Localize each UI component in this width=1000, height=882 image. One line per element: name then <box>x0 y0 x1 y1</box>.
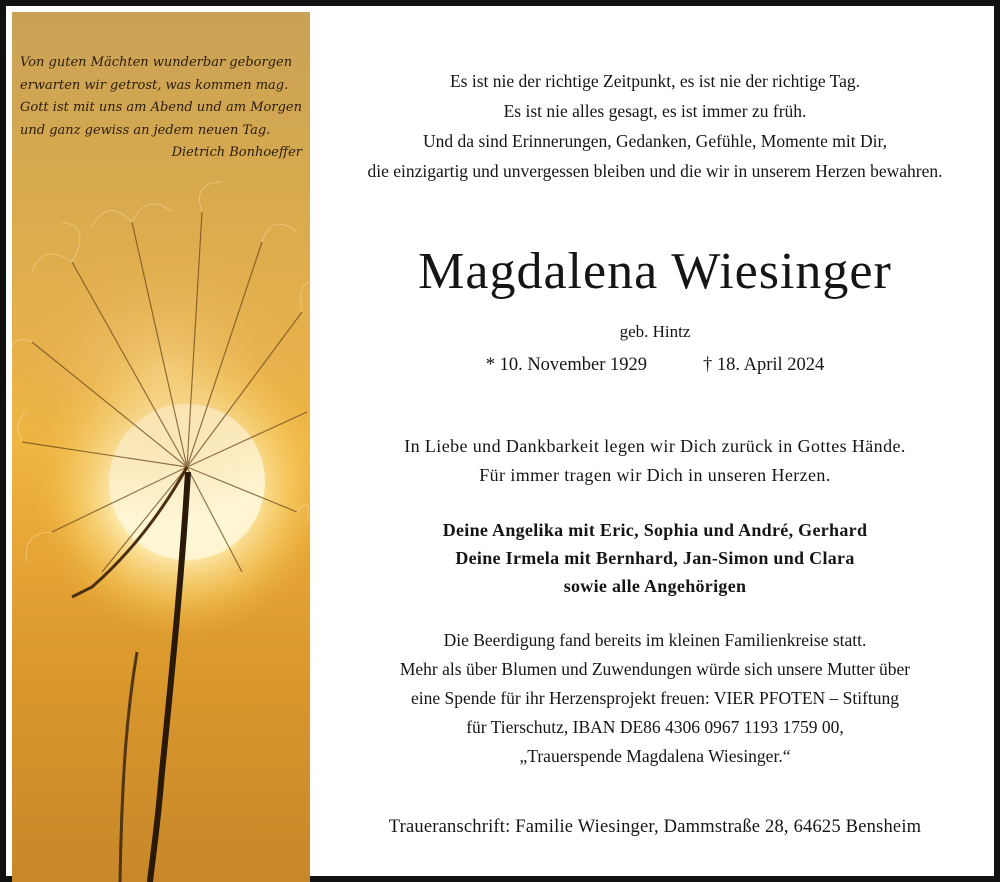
seedhead-glow <box>12 222 310 522</box>
deceased-name: Magdalena Wiesinger <box>418 243 892 300</box>
mourner-line: Deine Irmela mit Bernhard, Jan-Simon und Clara <box>455 548 855 568</box>
mourning-address: Traueranschrift: Familie Wiesinger, Dammstraße 28, 64625 Bensheim <box>388 817 922 837</box>
intro-line: Es ist nie der richtige Zeitpunkt, es ist nie der richtige Tag. <box>449 71 861 91</box>
dedication-line: In Liebe und Dankbarkeit legen wir Dich zurück in Gottes Hände. <box>404 436 906 456</box>
death-date: † 18. April 2024 <box>703 355 825 375</box>
dedication <box>310 432 1000 490</box>
life-dates <box>310 352 1000 378</box>
notice-line: für Tierschutz, IBAN DE86 4306 0967 1193 1759 00, <box>466 717 844 737</box>
grass-blade <box>120 652 137 882</box>
quote-line: Gott ist mit uns am Abend und am Morgen <box>20 100 302 115</box>
birth-name: geb. Hintz <box>619 322 691 341</box>
dedication-line: Für immer tragen wir Dich in unseren Herzen. <box>479 465 831 485</box>
funeral-notice <box>310 626 1000 771</box>
notice-line: „Trauerspende Magdalena Wiesinger.“ <box>519 746 791 766</box>
intro-line: die einzigartig und unvergessen bleiben und die wir in unserem Herzen bewahren. <box>367 161 943 181</box>
quote-author: Dietrich Bonhoeffer <box>171 145 302 160</box>
bonhoeffer-quote <box>20 52 304 165</box>
obituary-text-area <box>310 12 1000 882</box>
quote-line: erwarten wir getrost, was kommen mag. <box>20 77 289 93</box>
mourner-line: Deine Angelika mit Eric, Sophia und André, Gerhard <box>442 520 868 540</box>
quote-line: Von guten Mächten wunderbar geborgen <box>20 55 293 70</box>
birth-date: * 10. November 1929 <box>485 355 648 375</box>
mourner-line: sowie alle Angehörigen <box>563 576 747 596</box>
intro-poem <box>310 66 1000 186</box>
quote-line: und ganz gewiss an jedem neuen Tag. <box>20 122 271 138</box>
notice-line: Mehr als über Blumen und Zuwendungen würde sich unsere Mutter über <box>399 659 911 679</box>
sidebar-image-panel <box>12 12 310 882</box>
intro-line: Und da sind Erinnerungen, Gedanken, Gefühle, Momente mit Dir, <box>423 131 887 151</box>
intro-line: Es ist nie alles gesagt, es ist immer zu früh. <box>503 101 807 121</box>
mourners-list <box>310 516 1000 600</box>
notice-line: eine Spende für ihr Herzensprojekt freuen: VIER PFOTEN – Stiftung <box>410 688 900 708</box>
notice-line: Die Beerdigung fand bereits im kleinen Familienkreise statt. <box>443 630 867 650</box>
